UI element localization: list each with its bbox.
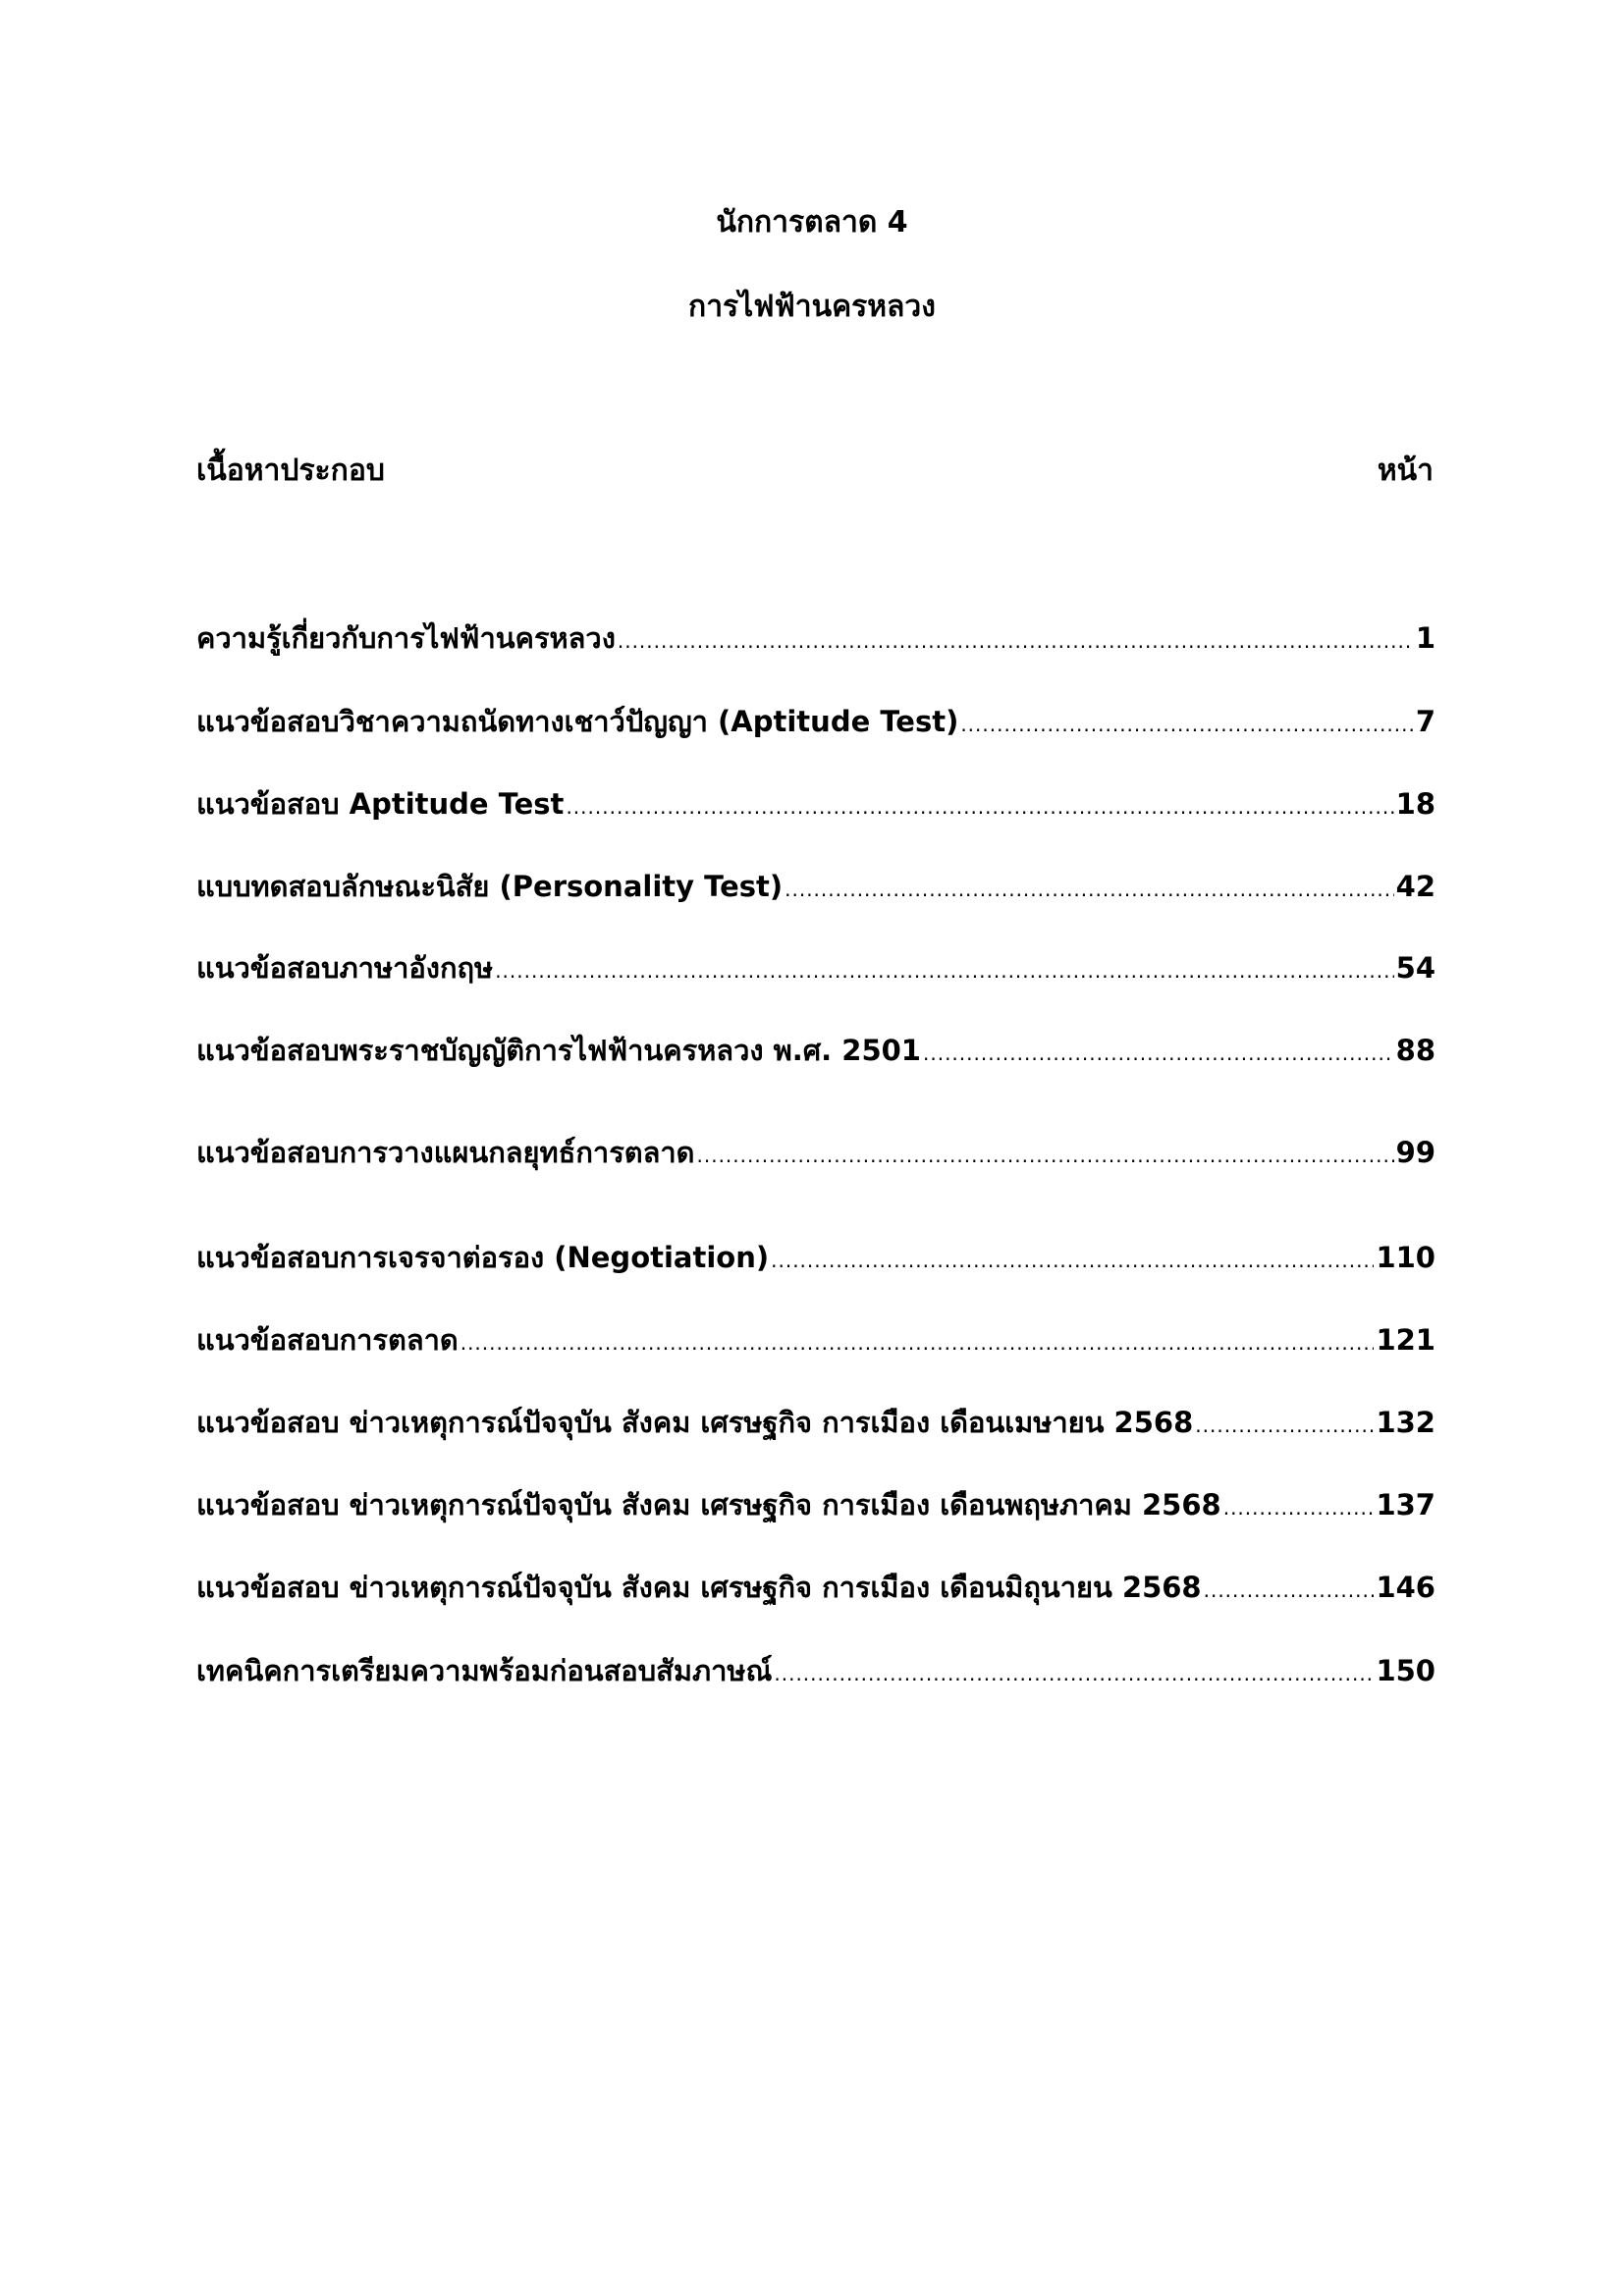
toc-entry-page: 18: [1395, 787, 1435, 821]
toc-leader-dots: [460, 1323, 1375, 1362]
toc-leader-dots: [566, 787, 1393, 827]
toc-leader-dots: [1204, 1571, 1375, 1610]
toc-leader-dots: [1223, 1488, 1375, 1527]
toc-entry: [196, 1485, 1435, 1524]
toc-contents-heading: เนื้อหาประกอบ: [196, 454, 385, 488]
toc-leader-dots: [785, 870, 1394, 909]
toc-leader-dots: [618, 621, 1414, 661]
toc-entry-title: แนวข้อสอบการตลาด: [196, 1323, 459, 1357]
toc-leader-dots: [774, 1654, 1374, 1693]
toc-entry-page: 54: [1395, 951, 1435, 985]
toc-entry-title: แนวข้อสอบพระราชบัญญัติการไฟฟ้านครหลวง พ.ศ. 2501: [196, 1034, 921, 1067]
toc-entry-page: 146: [1376, 1571, 1435, 1604]
toc-entry-page: 137: [1376, 1488, 1435, 1522]
toc-entry-title: แนวข้อสอบการวางแผนกลยุทธ์การตลาด: [196, 1136, 695, 1169]
toc-entry-title: เทคนิคการเตรียมความพร้อมก่อนสอบสัมภาษณ์: [196, 1654, 773, 1687]
toc-entry: [196, 618, 1435, 658]
toc-entry-title: แบบทดสอบลักษณะนิสัย (Personality Test): [196, 870, 784, 903]
toc-entry-page: 150: [1376, 1654, 1435, 1687]
toc-entry-title: ความรู้เกี่ยวกับการไฟฟ้านครหลวง: [196, 621, 616, 655]
document-subtitle: การไฟฟ้านครหลวง: [688, 290, 936, 324]
toc-entry: [196, 1320, 1435, 1360]
toc-entry-page: 1: [1415, 621, 1435, 655]
toc-entry: [196, 1403, 1435, 1442]
toc-entry-title: แนวข้อสอบการเจรจาต่อรอง (Negotiation): [196, 1241, 770, 1274]
toc-entry-title: แนวข้อสอบ ข่าวเหตุการณ์ปัจจุบัน สังคม เศรษฐกิจ การเมือง เดือนพฤษภาคม 2568: [196, 1488, 1221, 1522]
toc-entry-title: แนวข้อสอบ Aptitude Test: [196, 787, 565, 821]
toc-entry-page: 99: [1395, 1136, 1435, 1169]
toc-entry: [196, 1651, 1435, 1690]
toc-leader-dots: [1195, 1406, 1374, 1445]
toc-entry-title: แนวข้อสอบวิชาความถนัดทางเชาว์ปัญญา (Aptitude Test): [196, 705, 959, 738]
toc-entry: [196, 1568, 1435, 1607]
toc-entry: [196, 867, 1435, 906]
toc-leader-dots: [495, 951, 1393, 990]
toc-entry: [196, 784, 1435, 824]
toc-entry-page: 121: [1376, 1323, 1435, 1357]
toc-entry-title: แนวข้อสอบ ข่าวเหตุการณ์ปัจจุบัน สังคม เศรษฐกิจ การเมือง เดือนมิถุนายน 2568: [196, 1571, 1202, 1604]
toc-entry-page: 110: [1376, 1241, 1435, 1274]
toc-entry-title: แนวข้อสอบ ข่าวเหตุการณ์ปัจจุบัน สังคม เศรษฐกิจ การเมือง เดือนเมษายน 2568: [196, 1406, 1194, 1439]
toc-entry-page: 7: [1415, 705, 1435, 738]
toc-leader-dots: [697, 1136, 1394, 1175]
toc-entry: [196, 702, 1435, 741]
toc-entry-title: แนวข้อสอบภาษาอังกฤษ: [196, 951, 494, 985]
toc-leader-dots: [923, 1034, 1394, 1073]
toc-entry-page: 132: [1376, 1406, 1435, 1439]
toc-entry: [196, 948, 1435, 988]
toc-entry-page: 88: [1395, 1034, 1435, 1067]
toc-entry: [196, 1133, 1435, 1172]
toc-entry-page: 42: [1395, 870, 1435, 903]
toc-entry: [196, 1031, 1435, 1070]
document-title: นักการตลาด 4: [716, 205, 908, 240]
toc-leader-dots: [771, 1241, 1374, 1280]
toc-entry: [196, 1238, 1435, 1277]
toc-page-heading: หน้า: [1377, 454, 1434, 488]
toc-leader-dots: [960, 705, 1413, 744]
